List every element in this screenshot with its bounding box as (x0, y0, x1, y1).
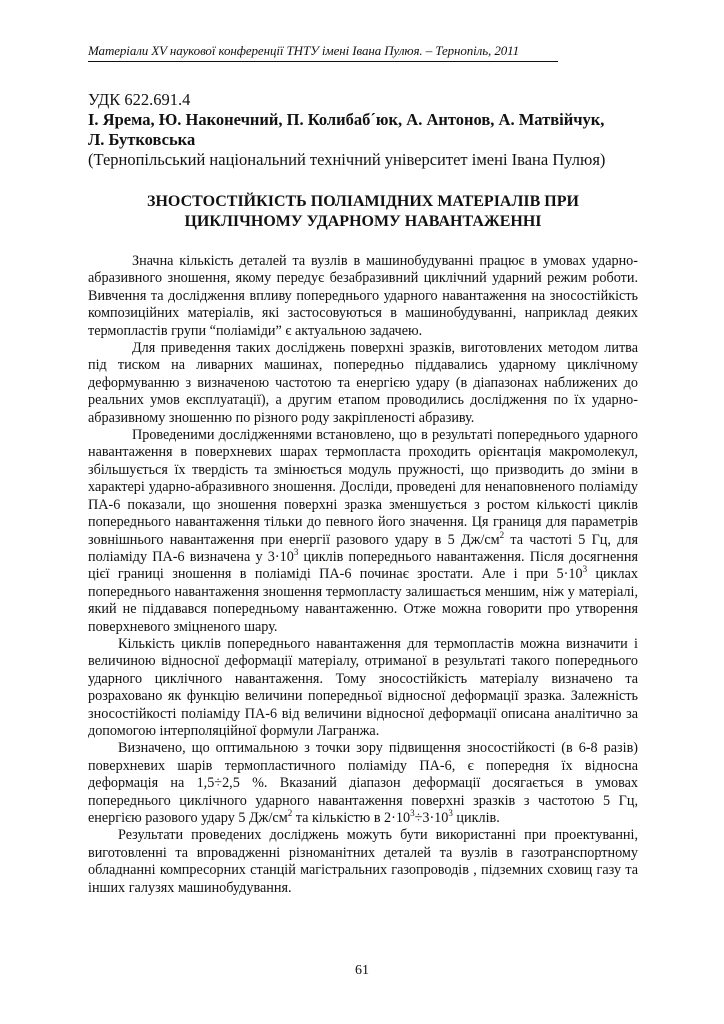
paragraph-1: Значна кількість деталей та вузлів в машинобудуванні працює в умовах ударно-абразивного зношення, якому передує безабразивний циклічний ударний режим роботи. Вивчення та дослідження впливу попереднього ударного навантаження на зносостійкість композиційних матеріалів, які застосовуються в машинобудуванні, наприклад деяких термопластів групи “поліаміди” є актуальною задачею. (88, 253, 638, 339)
article-body (88, 253, 638, 897)
paragraph-4: Кількість циклів попереднього навантаження для термопластів можна визначити і величиною відносної деформації матеріалу, отриманої в результаті такого попереднього ударного циклічного навантаження. Тому зносостійкість матеріалу визначено та розраховано як функцію величини попередньої відносної деформації зразка. Залежність зносостійкості поліаміду ПА-6 від величини відносної деформації описана аналітично за допомогою інтерполяційної формули Лагранжа. (88, 635, 638, 739)
paragraph-3-part-c: циклів попереднього навантаження. Після досягнення цієї границі зношення в поліаміді ПА-6 починає зростати. Але і при 5·10 (88, 548, 638, 583)
paragraph-6: Результати проведених досліджень можуть бути використанні при проектуванні, виготовленні та впровадженні різноманітних деталей та вузлів в газотранспортному обладнанні компресорних станцій магістральних газопроводів , підземних сховищ газу та інших галузях машинобудування. (88, 827, 638, 896)
paragraph-3-part-a: Проведеними дослідженнями встановлено, що в результаті попереднього ударного навантаження в поверхневих шарах термопласта проходить орієнтація макромолекул, збільшується їх твердість та змінюється модуль пружності, що призводить до зміни в характері ударно-абразивного зношення. Досліди, проведені для ненаповненого поліаміду ПА-6 показали, що зношення поверхні зразка зменшується з ростом кількості циклів попереднього навантаження тільки до певного його значення. Ця границя для параметрів зовнішнього навантаження при енергії разового удару в 5 Дж/см (88, 427, 638, 548)
paragraph-2: Для приведення таких досліджень поверхні зразків, виготовлених методом литва під тиском на ливарних машинах, попередньо піддавались ударному циклічному деформуванню з визначеною частотою та енергією удару (в діапазонах наближених до реальних умов експлуатації), а другим етапом проводились дослідження по їх ударно-абразивному зношенню по різного роду закріпленості абразиву. (88, 340, 638, 426)
paragraph-3 (88, 427, 638, 636)
page-number: 61 (355, 963, 369, 978)
superscript: 2 (287, 808, 293, 818)
running-header (88, 0, 638, 62)
running-header-text: Матеріали XV наукової конференції ТНТУ імені Івана Пулюя. – Тернопіль, 2011 (88, 43, 558, 62)
paragraph-5-part-c: ÷3·10 (414, 810, 449, 826)
affiliation: (Тернопільський національний технічний університет імені Івана Пулюя) (88, 150, 606, 169)
superscript: 3 (582, 564, 588, 575)
paragraph-3-part-d: циклах попереднього навантаження зношення термопласту залишається меншим, ніж у матеріалі, який не піддавався попередньому навантаженню. Отже можна говорити про утворення поверхневого зміцненого шару. (88, 566, 638, 635)
paragraph-5 (88, 740, 638, 827)
paragraph-5-part-d: циклів. (452, 810, 500, 826)
paragraph-5-part-a: Визначено, що оптимальною з точки зору підвищення зносостійкості (в 6-8 разів) поверхневих шарів термопластичного поліаміду ПА-6, є попередня їх відносна деформація на 1,5÷2,5 %. Вказаний діапазон деформації досягається в умовах попереднього циклічного ударного навантаження поверхні зразків з частотою 5 Гц, енергією разового удару 5 Дж/см (88, 740, 638, 826)
superscript: 3 (293, 546, 299, 557)
title-line-1: ЗНОСТОСТІЙКІСТЬ ПОЛІАМІДНИХ МАТЕРІАЛІВ ПРИ (147, 193, 579, 210)
authors-line-2: Л. Бутковська (88, 130, 196, 149)
title-line-2: ЦИКЛІЧНОМУ УДАРНОМУ НАВАНТАЖЕННІ (184, 213, 542, 230)
udk-code: УДК 622.691.4 (88, 90, 191, 109)
article-title (88, 192, 638, 232)
paragraph-3-part-b: та частоті 5 Гц, для поліаміду ПА-6 визначена у 3·10 (88, 531, 638, 565)
article-meta (88, 90, 638, 170)
paragraph-5-part-b: та кількістю в 2·10 (292, 810, 411, 826)
superscript: 2 (499, 529, 505, 540)
superscript: 3 (410, 808, 415, 818)
authors-line-1: І. Ярема, Ю. Наконечний, П. Колибаб´юк, А. Антонов, А. Матвійчук, (88, 110, 605, 129)
superscript: 3 (448, 808, 453, 818)
